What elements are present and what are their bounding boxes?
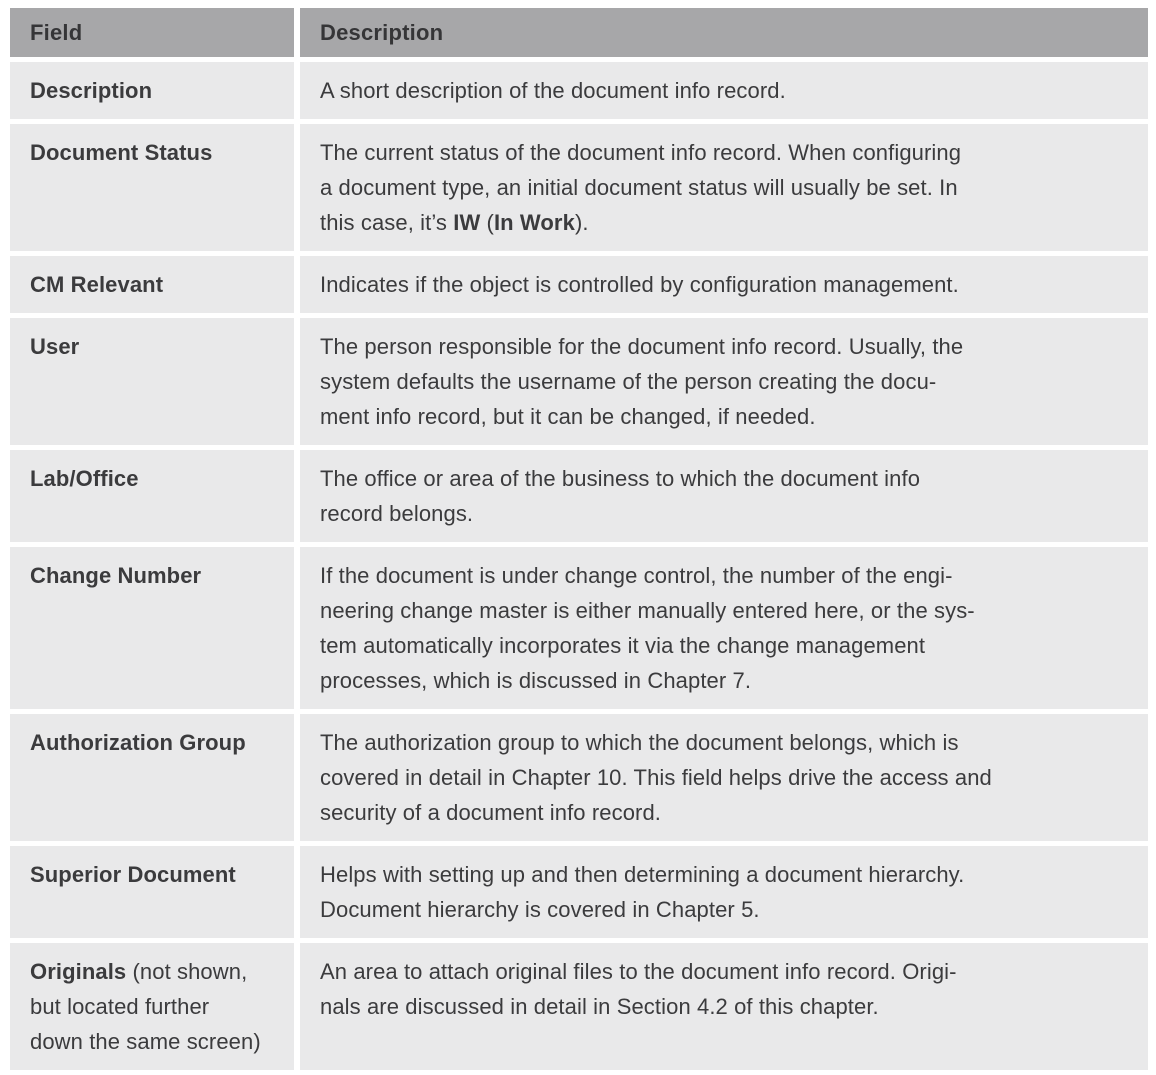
text-segment: nals are discussed in detail in Section 4.2 of this chapter.	[320, 994, 879, 1019]
text-segment: The office or area of the business to which the document info	[320, 466, 921, 491]
text-line	[30, 725, 274, 760]
field-cell	[10, 714, 294, 841]
field-cell	[10, 318, 294, 445]
description-cell	[300, 256, 1148, 313]
description-cell	[300, 943, 1148, 1070]
text-line	[320, 989, 1128, 1024]
text-segment: Superior Document	[30, 862, 236, 887]
text-segment: (not shown,	[126, 959, 248, 984]
field-cell	[10, 124, 294, 251]
field-cell	[10, 943, 294, 1070]
text-segment: neering change master is either manually entered here, or the sys-	[320, 598, 975, 623]
table-row	[10, 846, 1148, 938]
text-line	[30, 329, 274, 364]
text-segment: covered in detail in Chapter 10. This field helps drive the access and	[320, 765, 992, 790]
text-line	[320, 857, 1128, 892]
text-line	[320, 795, 1128, 830]
text-line	[320, 593, 1128, 628]
description-cell	[300, 124, 1148, 251]
table-row	[10, 62, 1148, 119]
text-line	[320, 760, 1128, 795]
text-segment: but located further	[30, 994, 210, 1019]
text-line	[320, 892, 1128, 927]
text-segment: Indicates if the object is controlled by configuration management.	[320, 272, 959, 297]
text-line	[320, 663, 1128, 698]
field-cell	[10, 256, 294, 313]
text-line	[320, 205, 1128, 240]
text-line	[320, 135, 1128, 170]
text-segment: A short description of the document info record.	[320, 78, 786, 103]
text-line	[320, 628, 1128, 663]
text-segment: ment info record, but it can be changed, if needed.	[320, 404, 816, 429]
text-line	[320, 170, 1128, 205]
table-row	[10, 547, 1148, 709]
text-segment: security of a document info record.	[320, 800, 661, 825]
text-line	[320, 558, 1128, 593]
text-segment: a document type, an initial document status will usually be set. In	[320, 175, 958, 200]
text-line	[320, 73, 1128, 108]
text-segment: Lab/Office	[30, 466, 139, 491]
description-cell	[300, 547, 1148, 709]
text-line	[30, 1024, 274, 1059]
table-row	[10, 256, 1148, 313]
text-segment: down the same screen)	[30, 1029, 261, 1054]
text-segment: system defaults the username of the person creating the docu-	[320, 369, 937, 394]
text-segment: processes, which is discussed in Chapter 7.	[320, 668, 752, 693]
field-cell	[10, 846, 294, 938]
text-line	[320, 725, 1128, 760]
table-row	[10, 714, 1148, 841]
header-field-label: Field	[10, 8, 294, 57]
text-segment: In Work	[493, 210, 575, 235]
text-segment: The authorization group to which the document belongs, which is	[320, 730, 959, 755]
table-row	[10, 943, 1148, 1070]
text-line	[30, 857, 274, 892]
text-segment: The current status of the document info record. When configuring	[320, 140, 962, 165]
text-segment: Helps with setting up and then determining a document hierarchy.	[320, 862, 965, 887]
text-segment: Authorization Group	[30, 730, 246, 755]
description-cell	[300, 318, 1148, 445]
table-row	[10, 450, 1148, 542]
description-cell	[300, 450, 1148, 542]
text-line	[30, 267, 274, 302]
text-line	[30, 954, 274, 989]
text-segment: User	[30, 334, 80, 359]
text-segment: Change Number	[30, 563, 202, 588]
text-segment: Description	[30, 78, 153, 103]
text-line	[30, 989, 274, 1024]
header-description-label: Description	[300, 8, 1148, 57]
text-segment: IW	[453, 210, 481, 235]
text-segment: ).	[574, 210, 589, 235]
text-segment: The person responsible for the document info record. Usually, the	[320, 334, 964, 359]
text-segment: tem automatically incorporates it via the change management	[320, 633, 926, 658]
description-cell	[300, 62, 1148, 119]
text-segment: record belongs.	[320, 501, 474, 526]
text-line	[320, 954, 1128, 989]
field-cell	[10, 62, 294, 119]
table-body	[10, 62, 1148, 1070]
text-line	[320, 364, 1128, 399]
text-segment: If the document is under change control, the number of the engi-	[320, 563, 953, 588]
text-line	[30, 135, 274, 170]
text-line	[30, 73, 274, 108]
field-cell	[10, 547, 294, 709]
text-segment: CM Relevant	[30, 272, 164, 297]
text-line	[320, 267, 1128, 302]
description-cell	[300, 714, 1148, 841]
field-cell	[10, 450, 294, 542]
text-line	[320, 461, 1128, 496]
table-header-row	[10, 8, 1148, 57]
text-line	[320, 329, 1128, 364]
table-row	[10, 318, 1148, 445]
description-cell	[300, 846, 1148, 938]
text-line	[320, 399, 1128, 434]
table-row	[10, 124, 1148, 251]
text-segment: Document hierarchy is covered in Chapter 5.	[320, 897, 760, 922]
text-line	[30, 461, 274, 496]
text-segment: Originals	[30, 959, 127, 984]
text-segment: this case, it’s	[320, 210, 454, 235]
text-segment: An area to attach original files to the document info record. Origi-	[320, 959, 957, 984]
field-description-table	[10, 8, 1148, 1075]
text-segment: Document Status	[30, 140, 213, 165]
text-line	[30, 558, 274, 593]
text-line	[320, 496, 1128, 531]
text-segment: (	[480, 210, 494, 235]
